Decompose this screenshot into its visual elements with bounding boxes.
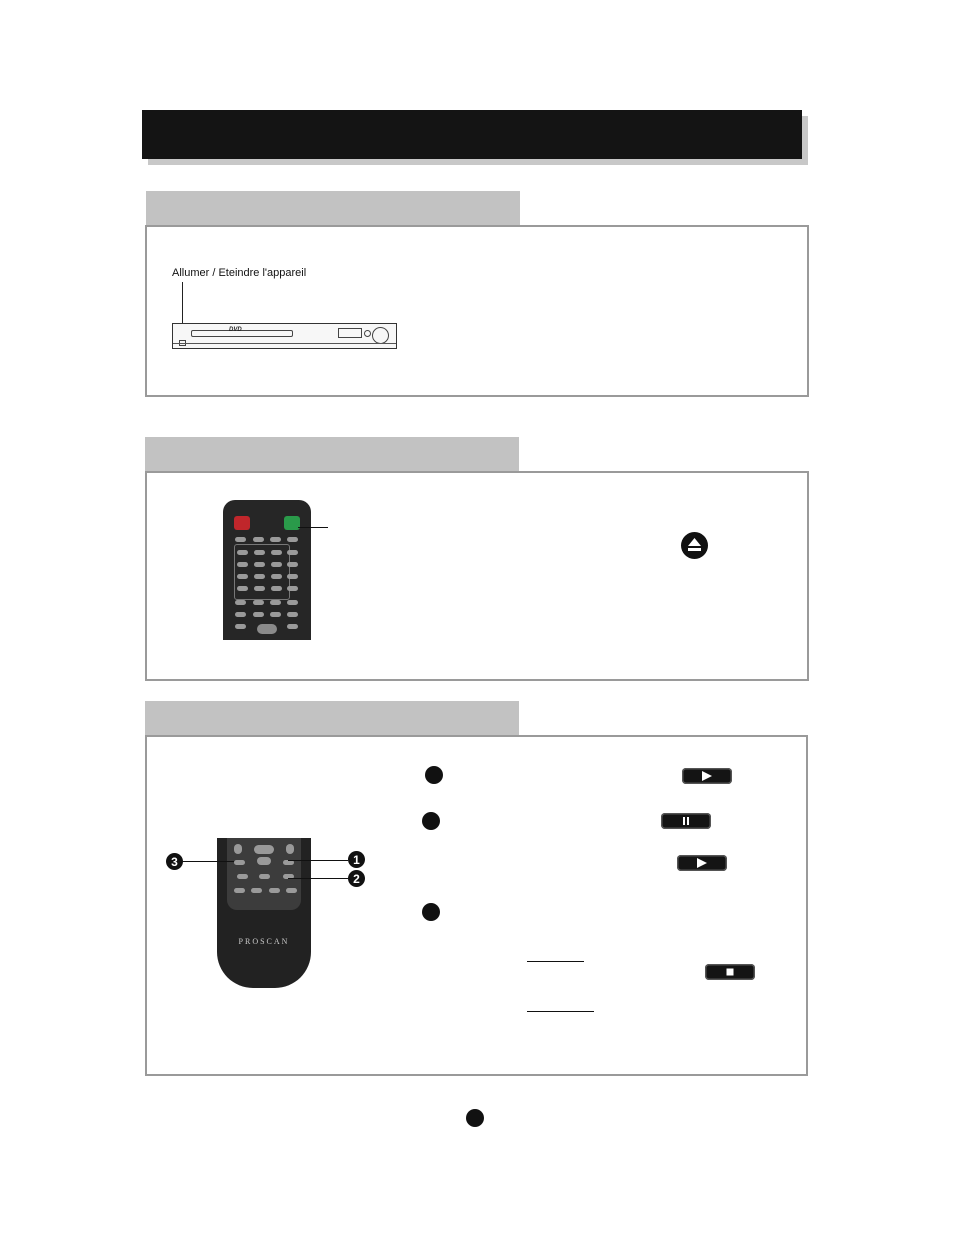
nav-left-button	[234, 844, 242, 854]
eject-icon	[681, 532, 708, 559]
title-button	[259, 874, 270, 879]
enter-button	[254, 845, 274, 854]
section-tab-eject	[145, 437, 519, 471]
nav-right-button	[286, 844, 294, 854]
section-tab-playback	[145, 701, 519, 735]
callout-stop: 3	[166, 853, 183, 870]
page-number-dot	[466, 1109, 484, 1127]
step-1-bullet	[425, 766, 443, 784]
play-pill	[682, 768, 732, 784]
section-panel-power	[145, 225, 809, 397]
stop-button	[234, 860, 245, 865]
play-icon	[696, 858, 708, 868]
step-3-bullet	[422, 903, 440, 921]
header-bar	[142, 110, 802, 159]
callout-pause-line	[288, 878, 348, 879]
small-button	[364, 330, 371, 337]
callout-play: 1	[348, 851, 365, 868]
step-2-bullet	[422, 812, 440, 830]
section-tab-power	[146, 191, 520, 225]
nav-down-button	[257, 857, 271, 865]
callout-play-line	[288, 860, 348, 861]
dvd-logo: DVD	[229, 327, 242, 333]
resume-play-pill	[677, 855, 727, 871]
prev-button	[237, 874, 248, 879]
callout-pause: 2	[348, 870, 365, 887]
stop-pill	[705, 964, 755, 980]
stop-icon	[725, 967, 735, 977]
callout-stop-line	[183, 861, 234, 862]
eject-callout-line	[298, 527, 328, 528]
remote-button-panel	[227, 838, 301, 910]
underline-2	[527, 1011, 594, 1012]
underline-1	[527, 961, 584, 962]
power-callout-label: Allumer / Eteindre l'appareil	[172, 267, 307, 279]
pause-icon	[681, 816, 691, 826]
remote-control-top	[223, 500, 311, 640]
dvd-edge-line	[173, 343, 396, 344]
play-icon	[701, 771, 713, 781]
jog-dial	[372, 327, 389, 344]
remote-brand: PROSCAN	[238, 937, 290, 946]
power-button	[234, 516, 250, 530]
dvd-player	[172, 323, 397, 349]
nav-up-button	[257, 624, 277, 634]
pause-pill	[661, 813, 711, 829]
disc-tray	[191, 330, 293, 337]
display-window	[338, 328, 362, 338]
